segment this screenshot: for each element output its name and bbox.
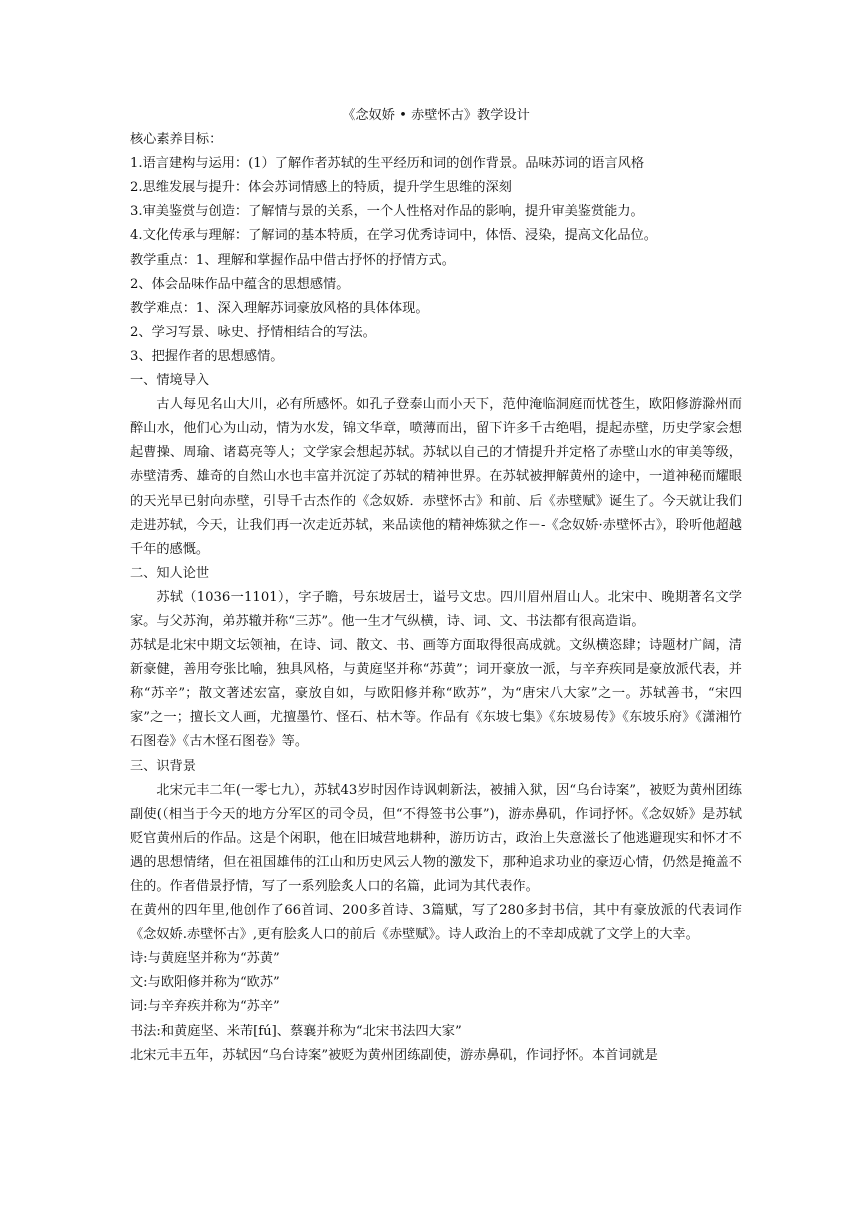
document-title: 《念奴娇 • 赤壁怀古》教学设计 xyxy=(342,108,530,123)
key-point: 教学重点：1、理解和掌握作品中借古抒怀的抒情方式。 xyxy=(130,252,455,268)
goal-item: 4.文化传承与理解：了解词的基本特质，在学习优秀诗词中，体悟、浸染，提高文化品位。 xyxy=(130,228,657,244)
comparison-line: 词:与辛弃疾并称为“苏辛” xyxy=(130,999,280,1015)
key-point: 2、体会品味作品中蕴含的思想感情。 xyxy=(130,276,350,292)
goal-item: 3.审美鉴赏与创造：了解情与景的关系，一个人性格对作品的影响，提升审美鉴赏能力。 xyxy=(130,204,644,220)
section-heading: 一、情境导入 xyxy=(130,373,210,389)
section-paragraph: 北宋元丰五年，苏轼因“乌台诗案”被贬为黄州团练副使，游赤鼻矶，作词抒怀。本首词就是 xyxy=(130,1047,658,1063)
section-paragraph: 古人每见名山大川，必有所感怀。如孔子登泰山而小天下，范仲淹临洞庭而忧苍生，欧阳修游滁州而醉山水，他们心为山动，情为水发，锦文华章，喷薄而出，留下许多千古绝唱，提起赤壁，历史学家会想起曹操、周瑜、诸葛亮等人；文学家会想起苏轼。苏轼以自己的才情提升并定格了赤壁山水的审美等级，赤壁清秀、雄奇的自然山水也丰富并沉淀了苏轼的精神世界。在苏轼被押解黄州的途中，一道神秘而耀眼的天光早已射向赤壁，引导千古杰作的《念奴娇．赤壁怀古》和前、后《赤壁赋》诞生了。今天就让我们走进苏轼，今天，让我们再一次走近苏轼，来品读他的精神炼狱之作－-《念奴娇·赤壁怀古》，聆听他超越千年的感慨。 xyxy=(130,397,742,557)
section-heading: 三、识背景 xyxy=(130,758,196,774)
section-heading: 二、知人论世 xyxy=(130,565,210,581)
goal-item: 2.思维发展与提升：体会苏词情感上的特质，提升学生思维的深刻 xyxy=(130,180,512,196)
section-paragraph: 在黄州的四年里,他创作了66首词、200多首诗、3篇赋，写了280多封书信，其中有豪放派的代表词作《念奴娇.赤壁怀古》,更有脍炙人口的前后《赤壁赋》。诗人政治上的不幸却成就了文学上的大幸。 xyxy=(130,903,742,943)
difficult-point: 2、学习写景、咏史、抒情相结合的写法。 xyxy=(130,324,376,340)
goals-heading: 核心素养目标： xyxy=(130,132,223,148)
comparison-line: 诗:与黄庭坚并称为“苏黄” xyxy=(130,951,280,967)
difficult-point: 3、把握作者的思想感情。 xyxy=(130,348,284,364)
comparison-line: 书法:和黄庭坚、米芾[fú]、蔡襄并称为“北宋书法四大家” xyxy=(130,1023,462,1039)
comparison-line: 文:与欧阳修并称为“欧苏” xyxy=(130,975,280,991)
difficult-point: 教学难点：1、深入理解苏词豪放风格的具体体现。 xyxy=(130,300,429,316)
section-paragraph: 北宋元丰二年(一零七九），苏轼43岁时因作诗讽刺新法，被捕入狱，因“乌台诗案”，被贬为黄州团练副使(（相当于今天的地方分军区的司令员，但“不得签书公事”)，游赤鼻矶，作词抒怀。《念奴娇》是苏轼贬官黄州后的作品。这是个闲职，他在旧城营地耕种，游历访古，政治上失意滋长了他逃避现实和怀才不遇的思想情绪，但在祖国雄伟的江山和历史风云人物的激发下，那种追求功业的豪迈心情，仍然是掩盖不住的。作者借景抒情，写了一系列脍炙人口的名篇，此词为其代表作。 xyxy=(130,782,742,894)
goal-item: 1.语言建构与运用：(1）了解作者苏轼的生平经历和词的创作背景。品味苏词的语言风格 xyxy=(130,156,645,172)
document-page xyxy=(130,104,742,1068)
section-paragraph: 苏轼（1036一1101），字子瞻，号东坡居士，谥号文忠。四川眉州眉山人。北宋中、晚期著名文学家。与父苏洵，弟苏辙并称“三苏”。他一生才气纵横，诗、词、文、书法都有很高造诣。 xyxy=(130,589,742,629)
section-paragraph: 苏轼是北宋中期文坛领袖，在诗、词、散文、书、画等方面取得很高成就。文纵横恣肆；诗题材广阔，清新豪健，善用夸张比喻，独具风格，与黄庭坚并称“苏黄”；词开豪放一派，与辛弃疾同是豪放派代表，并称“苏辛”；散文著述宏富，豪放自如，与欧阳修并称“欧苏”，为“唐宋八大家”之一。苏轼善书，“宋四家”之一；擅长文人画，尤擅墨竹、怪石、枯木等。作品有《东坡七集》《东坡易传》《东坡乐府》《潇湘竹石图卷》《古木怪石图卷》等。 xyxy=(130,638,742,750)
